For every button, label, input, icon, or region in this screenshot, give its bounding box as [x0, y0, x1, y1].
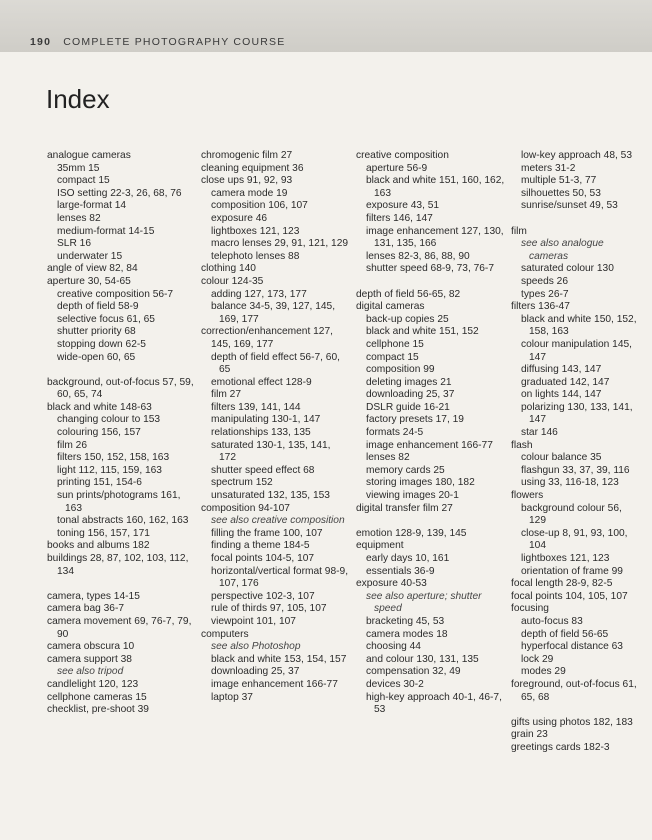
index-subentry: printing 151, 154-6	[57, 477, 142, 489]
index-subentry: filters 139, 141, 144	[211, 401, 301, 413]
index-entry: equipment	[356, 540, 404, 552]
index-gap	[47, 578, 195, 591]
index-entry: flowers	[511, 490, 544, 502]
index-gap	[511, 213, 641, 226]
index-subentry: lightboxes 121, 123	[521, 553, 610, 564]
index-gap	[356, 276, 506, 289]
index-subentry: stopping down 62-5	[57, 338, 146, 350]
index-column-3	[356, 150, 506, 717]
index-subentry: 35mm 15	[57, 162, 100, 174]
index-subentry: exposure 43, 51	[366, 200, 440, 212]
index-subentry: black and white 151, 160, 162, 163	[366, 175, 505, 199]
index-subentry: macro lenses 29, 91, 121, 129	[211, 238, 349, 250]
index-subentry: rule of thirds 97, 105, 107	[211, 603, 327, 615]
index-subentry: high-key approach 40-1, 46-7, 53	[366, 691, 502, 716]
index-entry: flash	[511, 439, 533, 451]
index-subentry: unsaturated 132, 135, 153	[211, 490, 330, 502]
index-entry: camera, types 14-15	[47, 590, 140, 602]
index-subentry: depth of field 56-65	[521, 628, 609, 640]
index-subentry: types 26-7	[521, 288, 569, 300]
index-subentry: early days 10, 161	[366, 553, 450, 564]
index-subentry: shutter priority 68	[57, 326, 136, 338]
index-entry: film	[511, 225, 527, 237]
index-subentry: large-format 14	[57, 200, 127, 212]
index-subentry: camera modes 18	[366, 628, 448, 640]
index-subentry: laptop 37	[211, 691, 253, 703]
index-entry: focusing	[511, 603, 549, 615]
index-subentry: downloading 25, 37	[211, 666, 300, 678]
index-subentry: light 112, 115, 159, 163	[57, 464, 162, 476]
index-subentry: storing images 180, 182	[366, 477, 475, 489]
index-entry: greetings cards 182-3	[511, 741, 610, 753]
index-entry: aperture 30, 54-65	[47, 275, 131, 287]
index-subentry: multiple 51-3, 77	[521, 175, 597, 187]
index-subentry: meters 31-2	[521, 162, 576, 174]
index-entry: exposure 40-53	[356, 578, 427, 590]
index-see-also: see also Photoshop	[211, 641, 301, 653]
index-subentry: flashgun 33, 37, 39, 116	[521, 464, 630, 476]
index-subentry: creative composition 56-7	[57, 288, 174, 300]
index-subentry: sun prints/photograms 161, 163	[57, 490, 181, 514]
index-subentry: image enhancement 166-77	[211, 678, 338, 690]
index-column-4	[511, 150, 641, 755]
index-entry: digital transfer film 27	[356, 502, 453, 514]
index-subentry: black and white 151, 152	[366, 326, 479, 338]
index-entry: buildings 28, 87, 102, 103, 112, 134	[47, 553, 189, 577]
index-entry: books and albums 182	[47, 540, 150, 552]
index-subentry: perspective 102-3, 107	[211, 590, 315, 602]
index-entry: gifts using photos 182, 183	[511, 716, 633, 728]
index-entry: checklist, pre-shoot 39	[47, 704, 149, 716]
index-see-also: see also analogue cameras	[521, 238, 604, 262]
index-subentry: compact 15	[57, 175, 110, 187]
index-subentry: auto-focus 83	[521, 615, 583, 627]
index-subentry: black and white 150, 152, 158, 163	[521, 313, 637, 338]
index-entry: camera support 38	[47, 653, 132, 665]
index-subentry: lenses 82	[57, 212, 101, 224]
index-subentry: formats 24-5	[366, 427, 424, 439]
index-subentry: filling the frame 100, 107	[211, 527, 323, 539]
index-subentry: underwater 15	[57, 250, 123, 262]
index-subentry: cellphone 15	[366, 338, 424, 350]
index-subentry: devices 30-2	[366, 678, 424, 690]
index-entry: grain 23	[511, 729, 548, 741]
index-subentry: depth of field 58-9	[57, 301, 139, 313]
index-subentry: orientation of frame 99	[521, 565, 623, 577]
index-subentry: shutter speed effect 68	[211, 464, 315, 476]
index-subentry: changing colour to 153	[57, 414, 161, 426]
index-entry: colour 124-35	[201, 275, 264, 287]
index-entry: angle of view 82, 84	[47, 263, 138, 275]
index-subentry: saturated colour 130	[521, 263, 614, 275]
index-entry: black and white 148-63	[47, 401, 152, 413]
index-subentry: colour balance 35	[521, 452, 602, 464]
index-subentry: polarizing 130, 133, 141, 147	[521, 401, 633, 426]
index-subentry: factory presets 17, 19	[366, 414, 464, 426]
index-entry: computers	[201, 628, 249, 640]
index-entry: cellphone cameras 15	[47, 691, 147, 703]
index-subentry: essentials 36-9	[366, 565, 435, 577]
index-subentry: lightboxes 121, 123	[211, 225, 300, 237]
index-subentry: using 33, 116-18, 123	[521, 477, 619, 489]
index-subentry: wide-open 60, 65	[57, 351, 136, 363]
index-subentry: star 146	[521, 427, 558, 439]
index-subentry: deleting images 21	[366, 376, 452, 388]
index-subentry: composition 99	[366, 364, 435, 376]
index-subentry: film 27	[211, 389, 242, 401]
index-subentry: lock 29	[521, 653, 554, 665]
index-subentry: low-key approach 48, 53	[521, 150, 632, 161]
page-title: Index	[46, 84, 110, 114]
index-see-also: see also creative composition	[211, 515, 345, 527]
index-subentry: and colour 130, 131, 135	[366, 653, 479, 665]
index-subentry: viewing images 20-1	[366, 490, 459, 502]
index-subentry: modes 29	[521, 666, 566, 678]
index-subentry: background colour 56, 129	[521, 502, 622, 527]
index-subentry: balance 34-5, 39, 127, 145, 169, 177	[211, 301, 336, 325]
index-subentry: graduated 142, 147	[521, 376, 610, 388]
index-subentry: compact 15	[366, 351, 419, 363]
index-subentry: speeds 26	[521, 275, 569, 287]
index-entry: camera bag 36-7	[47, 603, 125, 615]
index-see-also: see also aperture; shutter speed	[366, 590, 482, 615]
index-subentry: colouring 156, 157	[57, 427, 141, 439]
index-subentry: spectrum 152	[211, 477, 273, 489]
index-subentry: diffusing 143, 147	[521, 364, 602, 376]
index-subentry: camera mode 19	[211, 187, 288, 199]
index-subentry: downloading 25, 37	[366, 389, 455, 401]
index-subentry: viewpoint 101, 107	[211, 615, 296, 627]
index-subentry: SLR 16	[57, 238, 91, 250]
index-entry: foreground, out-of-focus 61, 65, 68	[511, 678, 637, 703]
index-subentry: back-up copies 25	[366, 313, 449, 325]
index-subentry: focal points 104-5, 107	[211, 553, 315, 564]
index-subentry: horizontal/vertical format 98-9, 107, 176	[211, 565, 349, 590]
index-subentry: choosing 44	[366, 641, 421, 653]
header-band	[0, 0, 652, 52]
index-entry: chromogenic film 27	[201, 150, 293, 161]
index-entry: close ups 91, 92, 93	[201, 175, 293, 187]
running-header	[30, 36, 285, 48]
index-entry: cleaning equipment 36	[201, 162, 304, 174]
index-subentry: ISO setting 22-3, 26, 68, 76	[57, 187, 182, 199]
index-subentry: film 26	[57, 439, 88, 451]
page-number: 190	[30, 36, 52, 48]
index-subentry: colour manipulation 145, 147	[521, 338, 633, 363]
index-subentry: depth of field effect 56-7, 60, 65	[211, 351, 340, 376]
index-entry: emotion 128-9, 139, 145	[356, 527, 467, 539]
index-entry: depth of field 56-65, 82	[356, 288, 461, 300]
index-subentry: aperture 56-9	[366, 162, 428, 174]
index-gap	[356, 515, 506, 528]
index-subentry: emotional effect 128-9	[211, 376, 312, 388]
index-subentry: saturated 130-1, 135, 141, 172	[211, 439, 331, 464]
index-subentry: image enhancement 166-77	[366, 439, 493, 451]
index-subentry: memory cards 25	[366, 464, 445, 476]
index-subentry: image enhancement 127, 130, 131, 135, 166	[366, 225, 504, 250]
index-gap	[511, 704, 641, 717]
index-entry: candlelight 120, 123	[47, 678, 139, 690]
index-subentry: hyperfocal distance 63	[521, 641, 623, 653]
index-subentry: silhouettes 50, 53	[521, 187, 601, 199]
index-entry: correction/enhancement 127, 145, 169, 177	[201, 326, 333, 350]
index-entry: composition 94-107	[201, 502, 290, 514]
index-subentry: DSLR guide 16-21	[366, 401, 450, 413]
index-subentry: sunrise/sunset 49, 53	[521, 200, 618, 212]
index-entry: creative composition	[356, 150, 449, 161]
index-subentry: adding 127, 173, 177	[211, 288, 307, 300]
index-subentry: tonal abstracts 160, 162, 163	[57, 515, 189, 527]
index-gap	[47, 364, 195, 377]
running-title: COMPLETE PHOTOGRAPHY COURSE	[63, 36, 286, 48]
index-subentry: relationships 133, 135	[211, 427, 311, 439]
index-subentry: composition 106, 107	[211, 200, 308, 212]
index-column-1	[47, 150, 195, 717]
index-subentry: finding a theme 184-5	[211, 540, 310, 552]
index-entry: digital cameras	[356, 301, 425, 313]
index-subentry: filters 146, 147	[366, 212, 433, 224]
index-subentry: exposure 46	[211, 212, 268, 224]
index-entry: camera movement 69, 76-7, 79, 90	[47, 615, 192, 640]
index-entry: analogue cameras	[47, 150, 131, 161]
index-subentry: compensation 32, 49	[366, 666, 461, 678]
index-see-also: see also tripod	[57, 666, 124, 678]
index-subentry: selective focus 61, 65	[57, 313, 155, 325]
index-subentry: lenses 82	[366, 452, 410, 464]
index-subentry: black and white 153, 154, 157	[211, 653, 347, 665]
index-subentry: manipulating 130-1, 147	[211, 414, 321, 426]
index-subentry: telephoto lenses 88	[211, 250, 300, 262]
index-columns	[0, 150, 652, 840]
index-entry: clothing 140	[201, 263, 256, 275]
index-entry: camera obscura 10	[47, 641, 135, 653]
index-subentry: on lights 144, 147	[521, 389, 602, 401]
index-subentry: shutter speed 68-9, 73, 76-7	[366, 263, 494, 275]
index-entry: background, out-of-focus 57, 59, 60, 65, 74	[47, 376, 194, 401]
index-subentry: lenses 82-3, 86, 88, 90	[366, 250, 470, 262]
index-subentry: bracketing 45, 53	[366, 615, 445, 627]
index-subentry: toning 156, 157, 171	[57, 527, 150, 539]
index-entry: focal points 104, 105, 107	[511, 590, 628, 602]
index-column-2	[201, 150, 349, 704]
index-subentry: filters 150, 152, 158, 163	[57, 452, 170, 464]
index-entry: focal length 28-9, 82-5	[511, 578, 613, 590]
index-entry: filters 136-47	[511, 301, 570, 313]
index-subentry: medium-format 14-15	[57, 225, 155, 237]
index-subentry: close-up 8, 91, 93, 100, 104	[521, 527, 628, 552]
